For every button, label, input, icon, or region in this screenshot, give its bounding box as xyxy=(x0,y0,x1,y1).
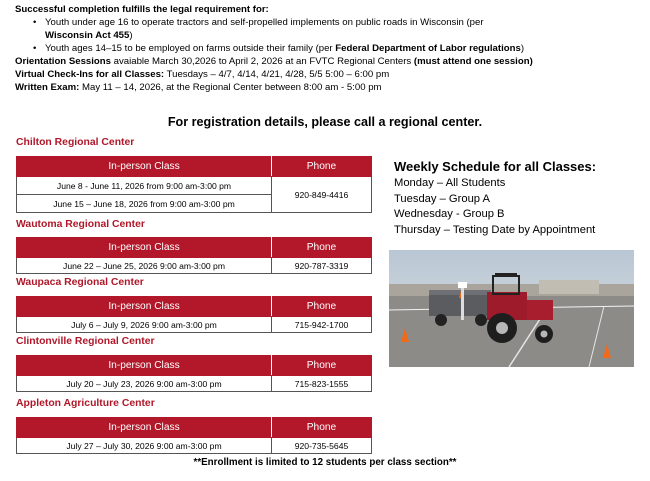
class-date: July 27 – July 30, 2026 9:00 am-3:00 pm xyxy=(17,438,272,454)
enrollment-note: **Enrollment is limited to 12 students per class section** xyxy=(193,457,457,468)
bullet-item xyxy=(15,16,645,42)
phone-header: Phone xyxy=(272,418,372,438)
center-title-wautoma: Wautoma Regional Center xyxy=(16,219,145,230)
bullet-item xyxy=(15,42,645,55)
class-date: June 22 – June 25, 2026 9:00 am-3:00 pm xyxy=(17,258,272,274)
orientation-line xyxy=(15,55,645,68)
center-title-appleton: Appleton Agriculture Center xyxy=(16,398,155,409)
bullet2-tail: ) xyxy=(520,43,525,54)
bullet-icon: • xyxy=(33,43,37,54)
table-row xyxy=(17,258,372,274)
class-date: June 8 - June 11, 2026 from 9:00 am-3:00 pm xyxy=(17,177,272,195)
phone-header: Phone xyxy=(272,356,372,376)
schedule-table-appleton xyxy=(16,417,372,454)
phone-number: 715-942-1700 xyxy=(272,317,372,333)
weekly-item: Thursday – Testing Date by Appointment xyxy=(394,223,596,236)
bullet2-bold: Federal Department of Labor regulations xyxy=(335,43,521,54)
class-header: In-person Class xyxy=(17,238,272,258)
class-header: In-person Class xyxy=(17,157,272,177)
table-row xyxy=(17,438,372,454)
orientation-bold: (must attend one session) xyxy=(413,56,533,67)
table-row xyxy=(17,177,372,195)
class-date: July 6 – July 9, 2026 9:00 am-3:00 pm xyxy=(17,317,272,333)
center-title-clintonville: Clintonville Regional Center xyxy=(16,336,155,347)
intro-section xyxy=(15,3,645,94)
orientation-text: avaiable March 30,2026 to April 2, 2026 at an FVTC Regional Centers xyxy=(110,56,414,67)
class-header: In-person Class xyxy=(17,297,272,317)
bullet1-bold: Wisconsin Act 455 xyxy=(45,30,130,41)
weekly-item: Monday – All Students xyxy=(394,177,506,189)
phone-header: Phone xyxy=(272,238,372,258)
phone-number: 920-849-4416 xyxy=(272,177,372,213)
phone-number: 715-823-1555 xyxy=(272,376,372,392)
tractor-image xyxy=(389,250,634,367)
weekly-item: Tuesday – Group A xyxy=(394,192,490,205)
phone-number: 920-787-3319 xyxy=(272,258,372,274)
exam-text: May 11 – 14, 2026, at the Regional Center between 8:00 am - 5:00 pm xyxy=(79,82,382,93)
orientation-label: Orientation Sessions xyxy=(15,56,111,67)
class-date: July 20 – July 23, 2026 9:00 am-3:00 pm xyxy=(17,376,272,392)
schedule-table-clintonville xyxy=(16,355,372,392)
checkin-label: Virtual Check-Ins for all Classes: xyxy=(15,69,165,80)
class-header: In-person Class xyxy=(17,418,272,438)
class-date: June 15 – June 18, 2026 from 9:00 am-3:00 pm xyxy=(17,195,272,213)
checkin-text: Tuesdays – 4/7, 4/14, 4/21, 4/28, 5/5 5:00 – 6:00 pm xyxy=(164,69,390,80)
table-row xyxy=(17,317,372,333)
bullet1-tail: ) xyxy=(129,30,133,41)
bullet2-text: Youth ages 14–15 to be employed on farms outside their family (per xyxy=(45,43,336,54)
intro-heading: Successful completion fulfills the legal requirement for: xyxy=(15,4,269,15)
exam-label: Written Exam: xyxy=(15,82,80,93)
schedule-table-wautoma xyxy=(16,237,372,274)
center-title-chilton: Chilton Regional Center xyxy=(16,137,135,148)
tractor-photo xyxy=(389,250,634,367)
weekly-title: Weekly Schedule for all Classes: xyxy=(394,159,597,174)
schedule-table-waupaca xyxy=(16,296,372,333)
phone-header: Phone xyxy=(272,297,372,317)
weekly-schedule xyxy=(394,158,644,238)
phone-number: 920-735-5645 xyxy=(272,438,372,454)
table-row xyxy=(17,376,372,392)
bullet-icon: • xyxy=(33,17,37,28)
bullet1-text: Youth under age 16 to operate tractors and self-propelled implements on public roads in Wisconsin (per xyxy=(45,17,484,28)
registration-heading: For registration details, please call a regional center. xyxy=(167,115,483,129)
class-header: In-person Class xyxy=(17,356,272,376)
weekly-item: Wednesday - Group B xyxy=(394,208,505,220)
center-title-waupaca: Waupaca Regional Center xyxy=(16,277,144,288)
checkin-line xyxy=(15,68,645,81)
exam-line xyxy=(15,81,645,94)
phone-header: Phone xyxy=(272,157,372,177)
schedule-table-chilton xyxy=(16,156,372,213)
